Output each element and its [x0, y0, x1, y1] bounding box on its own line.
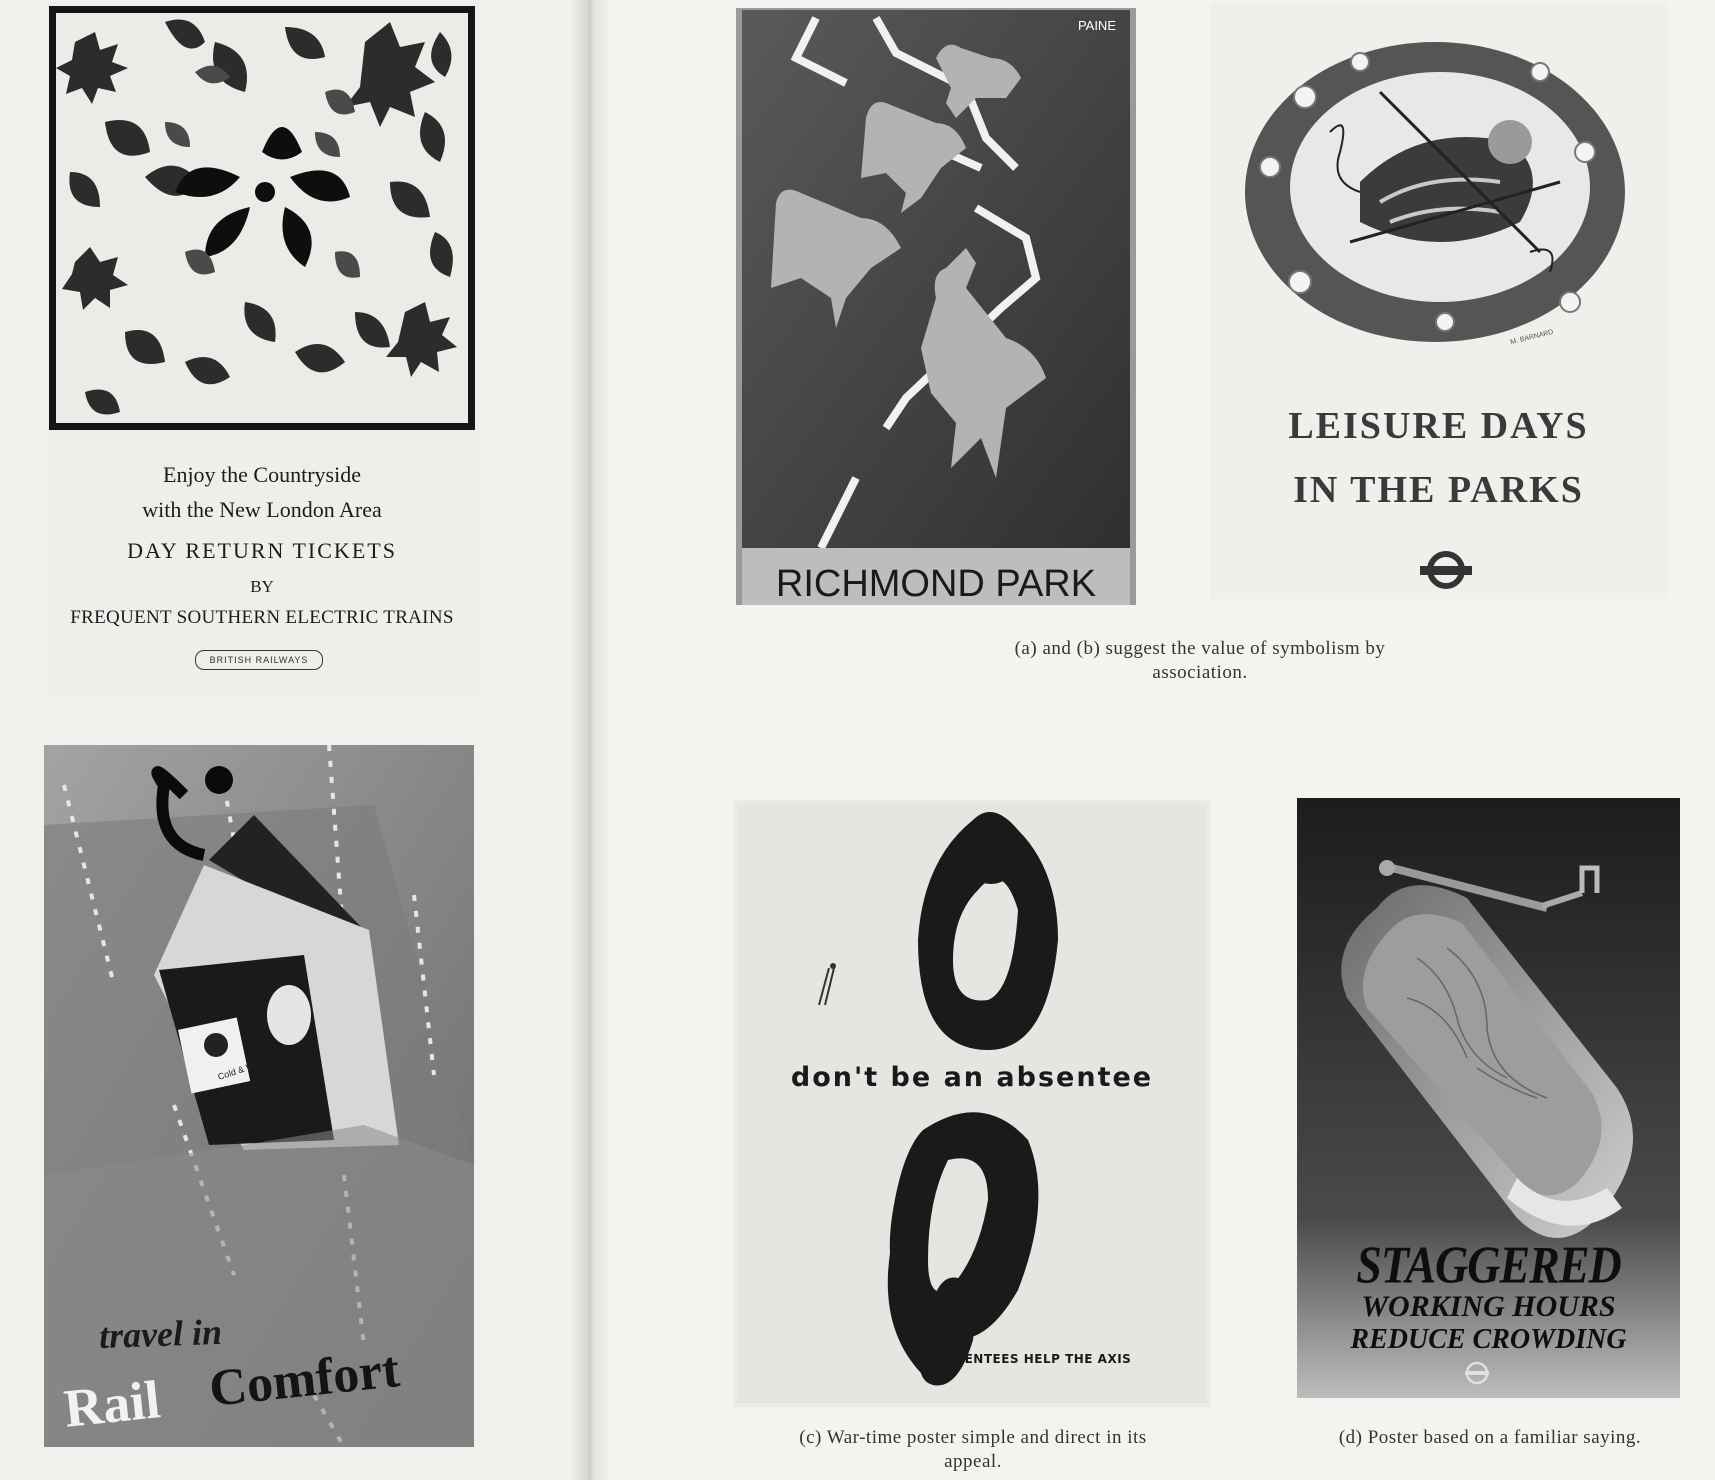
caption-d-line-1: (d) Poster based on a familiar saying.: [1338, 1427, 1642, 1448]
absentee-main-text: don't be an absentee: [790, 1062, 1154, 1093]
countryside-line-5: FREQUENT SOUTHERN ELECTRIC TRAINS: [70, 607, 454, 628]
poster-richmond-park: [736, 8, 1136, 605]
caption-d: [1290, 1426, 1690, 1450]
caption-a-b-line-1: (a) and (b) suggest the value of symbolism by: [1014, 638, 1386, 659]
book-gutter: [570, 0, 610, 1480]
countryside-line-4: BY: [250, 577, 274, 596]
leisure-line-1: LEISURE DAYS: [1288, 405, 1589, 447]
richmond-title: RICHMOND PARK: [775, 563, 1097, 605]
knitting-illustration: [1210, 2, 1667, 362]
countryside-line-3: DAY RETURN TICKETS: [127, 538, 397, 563]
chain-link-illustration: [733, 800, 1211, 1407]
leaf-illustration: [45, 2, 479, 434]
staggered-line-1: STAGGERED: [1356, 1235, 1621, 1294]
newspaper-headline: Cold & Wet: [216, 1058, 263, 1082]
rail-comfort-word-rail: Rail: [61, 1369, 163, 1439]
caption-c-line-1: (c) War-time poster simple and direct in its: [799, 1427, 1147, 1448]
deer-illustration: [736, 8, 1136, 605]
poster-countryside: [45, 2, 479, 692]
british-railways-logo-text: BRITISH RAILWAYS: [209, 655, 309, 665]
london-transport-roundel-icon: [1416, 550, 1476, 590]
caption-c: [728, 1426, 1218, 1474]
absentee-small-text: ABSENTEES HELP THE AXIS: [936, 1352, 1132, 1366]
caption-c-line-2: appeal.: [944, 1451, 1002, 1472]
staggered-line-2: WORKING HOURS: [1361, 1290, 1616, 1323]
leisure-artist-signature: M. BARNARD: [1509, 328, 1555, 347]
british-railways-logo: [195, 650, 323, 670]
richmond-artist-signature: PAINE: [1077, 18, 1116, 33]
countryside-line-1: Enjoy the Countryside: [163, 462, 361, 487]
poster-staggered: [1297, 798, 1680, 1398]
poster-leisure-days: [1210, 2, 1667, 599]
caption-a-b-line-2: association.: [1152, 662, 1248, 683]
caption-a-b: [900, 637, 1500, 685]
rail-comfort-line-1: travel in: [98, 1311, 223, 1357]
poster-absentee: [733, 800, 1211, 1407]
staggered-line-3: REDUCE CROWDING: [1350, 1324, 1627, 1355]
rail-comfort-word-comfort: Comfort: [206, 1341, 403, 1418]
leisure-line-2: IN THE PARKS: [1293, 469, 1584, 511]
poster-rail-comfort: [44, 745, 474, 1447]
countryside-line-2: with the New London Area: [142, 497, 382, 522]
